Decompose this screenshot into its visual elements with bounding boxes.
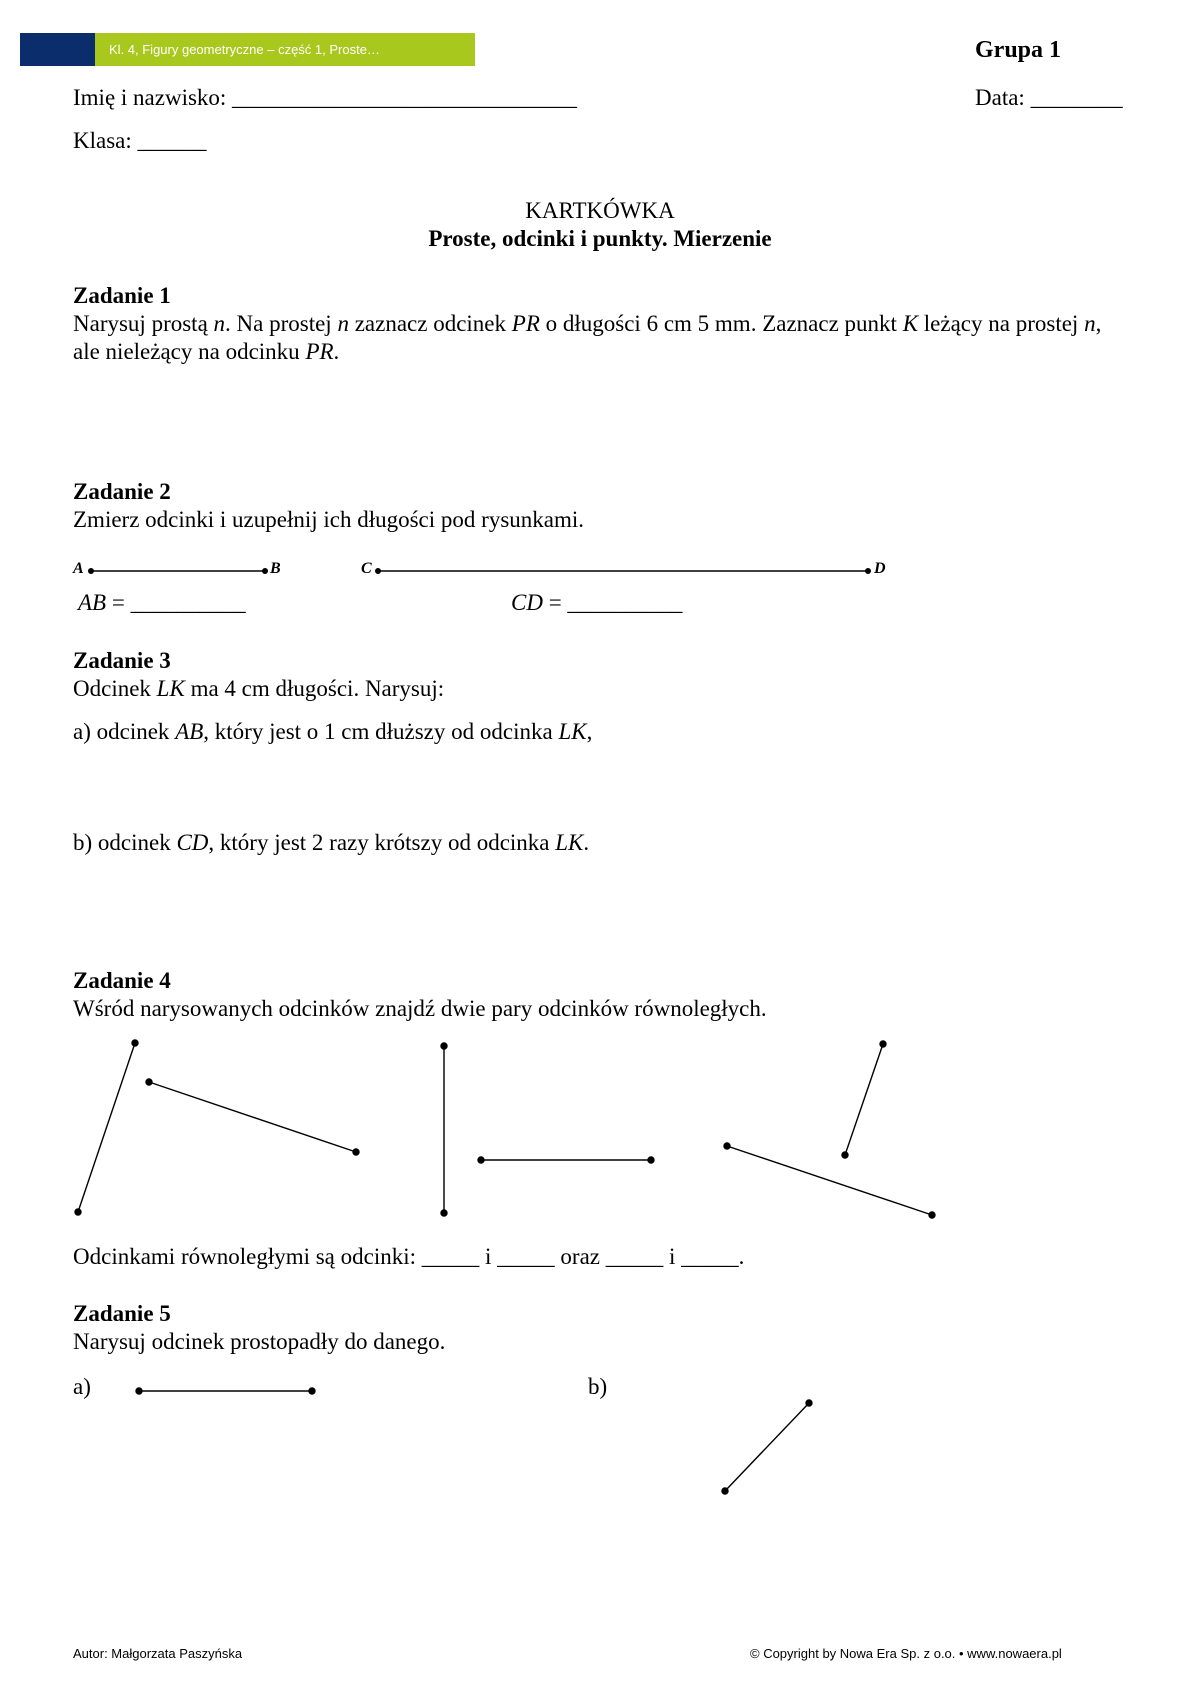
t3a-s4: , [586,719,593,744]
t3-s0: Odcinek [73,676,157,701]
t3b-s4: . [583,830,590,855]
label-point-d: D [874,560,886,577]
label-point-c: C [361,560,372,577]
group-label: Grupa 1 [975,37,1062,63]
cd-name: CD [511,590,543,615]
footer-copyright: © Copyright by Nowa Era Sp. z o.o. • www.nowaera.pl [750,1646,1062,1661]
t1-s1: n [213,311,226,336]
t3b-s2: , który jest 2 razy krótszy od odcinka [208,830,556,855]
t1-s7: K [902,311,919,336]
t4-segment-6 [724,1143,935,1218]
page-subtitle: Proste, odcinki i punkty. Mierzenie [428,226,772,251]
t1-s2: . Na prostej [225,311,338,336]
t3-s2: ma 4 cm długości. Narysuj: [184,676,445,701]
t4-segment-5 [842,1041,886,1158]
label-point-a: A [73,560,84,577]
segment-cd [375,568,871,574]
t3b-s1: CD [176,830,209,855]
t3a-s2: , który jest o 1 cm dłuższy od odcinka [203,719,559,744]
t1-s5: PR [511,311,540,336]
header-breadcrumb: Kl. 4, Figury geometryczne – część 1, Proste… [95,33,475,66]
t3a-s1: AB [175,719,204,744]
t3-s1: LK [156,676,185,701]
t1-s0: Narysuj prostą [73,311,214,336]
t1-s4: zaznacz odcinek [348,311,512,336]
t1-l2-s1: PR [305,339,334,364]
t1-l2-s0: ale nieleżący na odcinku [73,339,306,364]
t4-segment-2 [146,1079,359,1155]
name-label: Imię i nazwisko: [73,85,233,110]
t1-l2-s2: . [333,339,340,364]
t1-s8: leżący na prostej [918,311,1085,336]
task1-heading: Zadanie 1 [73,283,171,308]
class-label: Klasa: [73,128,138,153]
t3b-s0: b) odcinek [73,830,177,855]
t3a-s3: LK [558,719,587,744]
task4-heading: Zadanie 4 [73,968,171,993]
task2-text: Zmierz odcinki i uzupełnij ich długości pod rysunkami. [73,507,585,532]
t5-segment-b [722,1400,812,1494]
ab-blank: = __________ [106,590,246,615]
t1-s6: o długości 6 cm 5 mm. Zaznacz punkt [539,311,903,336]
ab-name: AB [78,590,107,615]
footer-author: Autor: Małgorzata Paszyńska [73,1646,243,1661]
task4-answer: Odcinkami równoległymi są odcinki: _____ i _____ oraz _____ i _____. [73,1244,745,1269]
t1-s3: n [337,311,349,336]
t1-s10: , [1095,311,1102,336]
task5-item-a: a) [73,1374,91,1399]
page-title: KARTKÓWKA [525,198,675,223]
t4-segment-4 [478,1157,654,1163]
t1-s9: n [1084,311,1096,336]
task2-heading: Zadanie 2 [73,479,171,504]
t4-segment-1 [75,1040,138,1215]
date-label: Data: [975,85,1031,110]
task5-text: Narysuj odcinek prostopadły do danego. [73,1329,446,1354]
label-point-b: B [270,560,281,577]
cd-blank: = __________ [542,590,683,615]
date-line: ________ [1030,85,1123,110]
task4-text: Wśród narysowanych odcinków znajdź dwie pary odcinków równoległych. [73,996,767,1021]
t4-segment-3 [441,1043,447,1216]
t3a-s0: a) odcinek [73,719,176,744]
task3-heading: Zadanie 3 [73,648,171,673]
name-line: ______________________________ [232,85,578,110]
task5-item-b: b) [588,1374,608,1399]
segment-ab [88,568,268,574]
task5-heading: Zadanie 5 [73,1301,171,1326]
t5-segment-a [136,1388,315,1394]
class-line: ______ [137,128,207,153]
t3b-s3: LK [555,830,584,855]
